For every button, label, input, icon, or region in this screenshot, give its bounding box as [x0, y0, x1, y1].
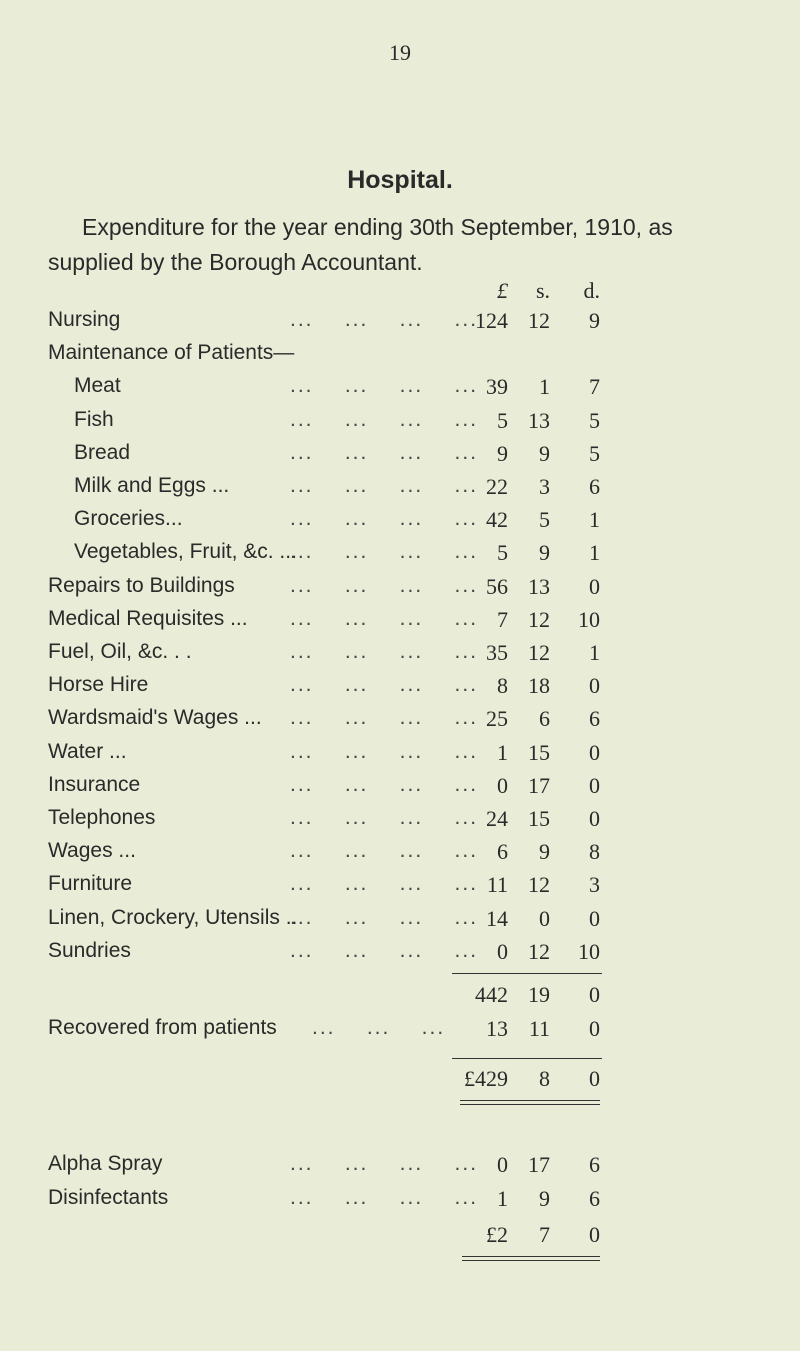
- intro-line-1: Expenditure for the year ending 30th September, 1910, as: [82, 214, 673, 240]
- item-shillings: 13: [528, 407, 550, 433]
- extras-total-shillings: 7: [539, 1222, 550, 1247]
- table-row: [0, 408, 800, 442]
- table-row: [0, 872, 800, 906]
- subtotal-row: [0, 982, 800, 1016]
- item-pounds: 1: [497, 1186, 508, 1211]
- item-pounds: 42: [486, 507, 508, 533]
- item-pence: 0: [589, 739, 600, 765]
- item-pounds: 0: [497, 1152, 508, 1177]
- item-shillings: 9: [539, 540, 550, 566]
- item-pence: 7: [589, 374, 600, 400]
- table-row: [0, 1186, 800, 1220]
- item-pence: 8: [589, 839, 600, 865]
- item-pence: 0: [589, 673, 600, 699]
- table-row: [0, 939, 800, 973]
- leader-dots: ... ... ...: [312, 1016, 446, 1039]
- item-label: Furniture: [48, 872, 133, 896]
- item-pence: 6: [589, 706, 600, 732]
- table-row: [0, 806, 800, 840]
- leader-dots: ... ... ... ...: [290, 806, 479, 829]
- extras-total-row: [0, 1222, 800, 1256]
- pounds-header: £: [497, 278, 508, 303]
- item-label: Wages ...: [48, 839, 136, 863]
- column-header-row: [0, 278, 800, 312]
- table-row: [0, 607, 800, 641]
- item-shillings: 9: [539, 1186, 550, 1211]
- item-label: Maintenance of Patients—: [48, 341, 295, 365]
- leader-dots: ... ... ... ...: [290, 474, 479, 497]
- item-label: Insurance: [48, 772, 141, 796]
- leader-dots: ... ... ... ...: [290, 673, 479, 697]
- subtotal-pence: 0: [589, 982, 600, 1007]
- item-pence: 5: [589, 440, 600, 466]
- item-shillings: 15: [528, 806, 550, 831]
- item-pounds: 9: [497, 440, 508, 466]
- item-shillings: 12: [528, 606, 550, 632]
- subtotal-pounds: 442: [475, 982, 508, 1007]
- table-row: [0, 673, 800, 707]
- item-pence: 0: [589, 573, 600, 599]
- item-shillings: 12: [528, 308, 550, 333]
- leader-dots: ... ... ... ...: [290, 308, 479, 331]
- item-label: Horse Hire: [48, 673, 149, 697]
- leader-dots: ... ... ... ...: [290, 706, 479, 730]
- leader-dots: ... ... ... ...: [290, 573, 479, 597]
- item-shillings: 1: [539, 374, 550, 400]
- leader-dots: ... ... ... ...: [290, 407, 479, 431]
- item-label: Bread: [74, 440, 131, 464]
- recovered-shillings: 11: [528, 1016, 550, 1041]
- item-shillings: 9: [539, 440, 550, 466]
- item-shillings: 9: [539, 839, 550, 865]
- item-pounds: 1: [497, 739, 508, 765]
- item-label: Disinfectants: [48, 1186, 169, 1209]
- extras-total-pounds: £2: [486, 1222, 508, 1247]
- item-label: Fish: [74, 407, 114, 431]
- subtotal-shillings: 19: [528, 982, 550, 1007]
- item-pounds: 56: [486, 573, 508, 599]
- item-shillings: 17: [528, 772, 550, 798]
- leader-dots: ... ... ... ...: [290, 507, 479, 531]
- item-pounds: 22: [486, 474, 508, 499]
- item-pence: 10: [578, 606, 600, 632]
- item-pounds: 7: [497, 606, 508, 632]
- shillings-header: s.: [535, 278, 550, 303]
- extras-double-rule-bottom: [462, 1260, 600, 1261]
- leader-dots: ... ... ... ...: [290, 872, 479, 896]
- item-pence: 1: [589, 640, 600, 665]
- item-label: Vegetables, Fruit, &c. ...: [74, 540, 297, 564]
- item-pence: 10: [578, 938, 600, 964]
- item-label: Nursing: [48, 308, 121, 331]
- item-shillings: 3: [539, 474, 550, 499]
- leader-dots: ... ... ... ...: [290, 640, 479, 663]
- double-rule-top: [460, 1100, 600, 1101]
- leader-dots: ... ... ... ...: [290, 772, 479, 796]
- item-label: Wardsmaid's Wages ...: [48, 706, 262, 730]
- table-row: [0, 441, 800, 475]
- item-label: Milk and Eggs ...: [74, 474, 230, 497]
- intro-line-2: supplied by the Borough Accountant.: [48, 249, 423, 275]
- net-total-shillings: 8: [539, 1066, 550, 1091]
- item-pounds: 124: [475, 308, 508, 333]
- extras-double-rule-top: [462, 1256, 600, 1257]
- item-pence: 0: [589, 806, 600, 831]
- item-label: Medical Requisites ...: [48, 606, 248, 630]
- leader-dots: ... ... ... ...: [290, 839, 479, 863]
- item-pounds: 5: [497, 540, 508, 566]
- item-pounds: 8: [497, 673, 508, 699]
- item-pence: 6: [589, 474, 600, 499]
- item-label: Water ...: [48, 739, 127, 763]
- net-total-rule: [452, 1058, 602, 1059]
- table-row: [0, 706, 800, 740]
- item-pence: 5: [589, 407, 600, 433]
- page-number: 19: [389, 40, 411, 65]
- item-pounds: 14: [486, 905, 508, 931]
- leader-dots: ... ... ... ...: [290, 606, 479, 630]
- item-shillings: 18: [528, 673, 550, 699]
- net-total-pounds: £429: [464, 1066, 508, 1091]
- item-label: Groceries...: [74, 507, 183, 531]
- item-pounds: 39: [486, 374, 508, 400]
- table-row: [0, 374, 800, 408]
- item-label: Telephones: [48, 806, 156, 829]
- table-row: [0, 906, 800, 940]
- page-title: Hospital.: [347, 166, 453, 194]
- item-pence: 6: [589, 1186, 600, 1211]
- leader-dots: ... ... ... ...: [290, 1152, 479, 1175]
- item-pence: 9: [589, 308, 600, 333]
- item-label: Fuel, Oil, &c. . .: [48, 640, 192, 663]
- table-row: [0, 740, 800, 774]
- item-pounds: 35: [486, 640, 508, 665]
- item-shillings: 13: [528, 573, 550, 599]
- table-row: [0, 839, 800, 873]
- subtotal-rule: [452, 973, 602, 974]
- leader-dots: ... ... ... ...: [290, 739, 479, 763]
- table-row: [0, 308, 800, 342]
- table-row: [0, 574, 800, 608]
- leader-dots: ... ... ... ...: [290, 440, 479, 464]
- recovered-label: Recovered from patients: [48, 1016, 277, 1039]
- leader-dots: ... ... ... ...: [290, 540, 479, 564]
- recovered-pounds: 13: [486, 1016, 508, 1041]
- item-pence: 1: [589, 540, 600, 566]
- item-pounds: 25: [486, 706, 508, 732]
- table-row: [0, 474, 800, 508]
- item-pounds: 5: [497, 407, 508, 433]
- item-shillings: 12: [528, 938, 550, 964]
- pence-header: d.: [583, 278, 600, 303]
- extras-total-pence: 0: [589, 1222, 600, 1247]
- table-row: [0, 1152, 800, 1186]
- item-pounds: 6: [497, 839, 508, 865]
- item-shillings: 0: [539, 905, 550, 931]
- item-pounds: 0: [497, 772, 508, 798]
- item-shillings: 5: [539, 507, 550, 533]
- item-shillings: 17: [528, 1152, 550, 1177]
- leader-dots: ... ... ... ...: [290, 374, 479, 398]
- intro-paragraph: [48, 210, 768, 280]
- leader-dots: ... ... ... ...: [290, 905, 479, 929]
- table-row: [0, 341, 800, 375]
- recovered-pence: 0: [589, 1016, 600, 1041]
- table-row: [0, 507, 800, 541]
- item-label: Sundries: [48, 938, 131, 962]
- item-pounds: 11: [486, 872, 508, 898]
- item-pence: 0: [589, 905, 600, 931]
- item-label: Meat: [74, 374, 121, 398]
- item-shillings: 15: [528, 739, 550, 765]
- item-pence: 1: [589, 507, 600, 533]
- table-row: [0, 640, 800, 674]
- net-total-row: [0, 1066, 800, 1100]
- item-label: Repairs to Buildings: [48, 573, 235, 597]
- item-pence: 0: [589, 772, 600, 798]
- leader-dots: ... ... ... ...: [290, 938, 479, 962]
- table-row: [0, 773, 800, 807]
- item-pence: 3: [589, 872, 600, 898]
- item-label: Alpha Spray: [48, 1152, 163, 1175]
- item-label: Linen, Crockery, Utensils ..: [48, 905, 298, 929]
- leader-dots: ... ... ... ...: [290, 1186, 479, 1209]
- table-row: [0, 540, 800, 574]
- item-shillings: 12: [528, 872, 550, 898]
- item-pounds: 24: [486, 806, 508, 831]
- net-total-pence: 0: [589, 1066, 600, 1091]
- double-rule-bottom: [460, 1104, 600, 1105]
- item-shillings: 6: [539, 706, 550, 732]
- item-pence: 6: [589, 1152, 600, 1177]
- item-pounds: 0: [497, 938, 508, 964]
- item-shillings: 12: [528, 640, 550, 665]
- recovered-row: [0, 1016, 800, 1050]
